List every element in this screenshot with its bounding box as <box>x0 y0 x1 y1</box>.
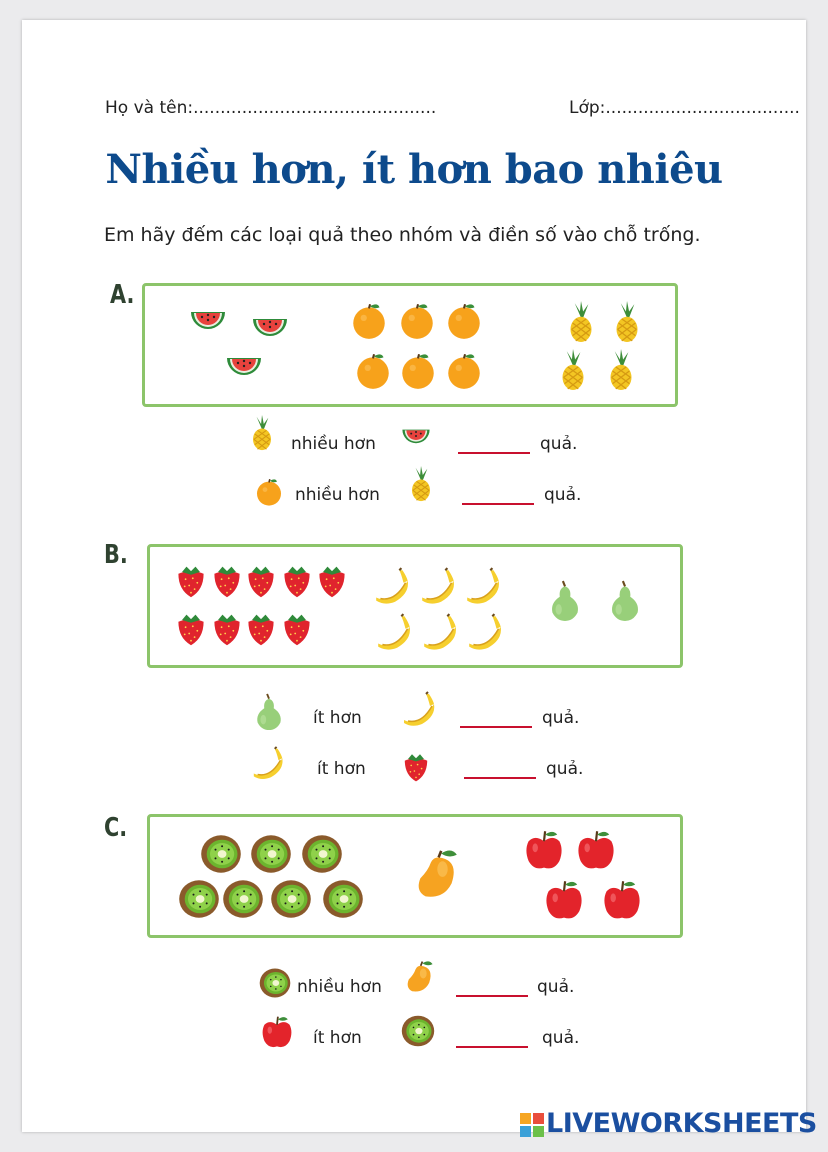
liveworksheets-logo-icon <box>520 1113 544 1137</box>
banana-icon <box>418 566 460 608</box>
section-c-row1-kiwi-icon <box>257 966 293 1000</box>
section-a-row1-unit: quả. <box>540 434 578 454</box>
strawberry-icon <box>243 608 279 650</box>
kiwi-icon <box>220 877 266 921</box>
pineapple-icon <box>552 345 594 395</box>
strawberry-icon <box>209 608 245 650</box>
instruction-text: Em hãy đếm các loại quả theo nhóm và điền số vào chỗ trống. <box>104 224 701 246</box>
section-c-row2-relation: ít hơn <box>313 1028 362 1048</box>
apple-icon <box>574 826 618 874</box>
section-c-row2-answer-blank[interactable] <box>456 1046 528 1048</box>
strawberry-icon <box>243 560 279 602</box>
kiwi-icon <box>176 877 222 921</box>
section-a-label: A. <box>110 280 135 310</box>
banana-icon <box>465 612 507 654</box>
section-a-row2-pineapple-icon <box>403 461 439 507</box>
kiwi-icon <box>248 832 294 876</box>
watermelon-icon <box>180 300 236 340</box>
section-b-row2-unit: quả. <box>546 759 584 779</box>
section-b-row1-relation: ít hơn <box>313 708 362 728</box>
page-title: Nhiều hơn, ít hơn bao nhiêu <box>105 146 723 193</box>
orange-icon <box>348 300 390 342</box>
section-c-row1-relation: nhiều hơn <box>297 977 382 997</box>
section-c-row1-answer-blank[interactable] <box>456 995 528 997</box>
orange-icon <box>352 350 394 392</box>
section-c-row2-kiwi-icon <box>399 1013 437 1049</box>
section-a-row1-answer-blank[interactable] <box>458 452 530 454</box>
section-b-row1-answer-blank[interactable] <box>460 726 532 728</box>
liveworksheets-logo: LIVEWORKSHEETS <box>546 1108 817 1139</box>
section-b-label: B. <box>104 540 128 570</box>
watermelon-icon <box>216 346 272 386</box>
kiwi-icon <box>320 877 366 921</box>
section-c-label: C. <box>104 813 128 843</box>
pear-icon <box>544 578 586 624</box>
pineapple-icon <box>606 297 648 347</box>
pear-icon <box>604 578 646 624</box>
apple-icon <box>542 876 586 924</box>
pineapple-icon <box>600 345 642 395</box>
section-a-row1-pineapple-icon <box>244 410 280 456</box>
orange-icon <box>443 300 485 342</box>
strawberry-icon <box>173 560 209 602</box>
section-b-row1-banana-icon <box>400 690 440 730</box>
name-field-label: Họ và tên:............................................. <box>105 98 437 118</box>
banana-icon <box>420 612 462 654</box>
banana-icon <box>372 566 414 608</box>
section-b-row2-answer-blank[interactable] <box>464 777 536 779</box>
section-a-row2-answer-blank[interactable] <box>462 503 534 505</box>
section-a-row2-unit: quả. <box>544 485 582 505</box>
section-b-row1-pear-icon <box>250 692 288 732</box>
pineapple-icon <box>560 297 602 347</box>
section-c-row1-mango-icon <box>402 955 436 997</box>
section-c-row2-unit: quả. <box>542 1028 580 1048</box>
mango-icon <box>410 842 462 904</box>
orange-icon <box>397 350 439 392</box>
section-b-row2-banana-icon <box>250 745 288 783</box>
section-b-row2-strawberry-icon <box>400 749 432 785</box>
orange-icon <box>396 300 438 342</box>
section-a-row2-relation: nhiều hơn <box>295 485 380 505</box>
kiwi-icon <box>198 832 244 876</box>
banana-icon <box>463 566 505 608</box>
strawberry-icon <box>209 560 245 602</box>
section-c-row2-apple-icon <box>259 1012 295 1052</box>
orange-icon <box>443 350 485 392</box>
section-b-row1-unit: quả. <box>542 708 580 728</box>
strawberry-icon <box>314 560 350 602</box>
strawberry-icon <box>279 560 315 602</box>
apple-icon <box>522 826 566 874</box>
kiwi-icon <box>268 877 314 921</box>
banana-icon <box>374 612 416 654</box>
kiwi-icon <box>299 832 345 876</box>
apple-icon <box>600 876 644 924</box>
section-a-row1-relation: nhiều hơn <box>291 434 376 454</box>
section-a-row1-watermelon-icon <box>394 420 438 452</box>
section-b-row2-relation: ít hơn <box>317 759 366 779</box>
strawberry-icon <box>173 608 209 650</box>
section-c-row1-unit: quả. <box>537 977 575 997</box>
section-a-row2-orange-icon <box>253 476 285 508</box>
strawberry-icon <box>279 608 315 650</box>
watermelon-icon <box>242 307 298 347</box>
class-field-label: Lớp:.................................... <box>569 98 800 118</box>
